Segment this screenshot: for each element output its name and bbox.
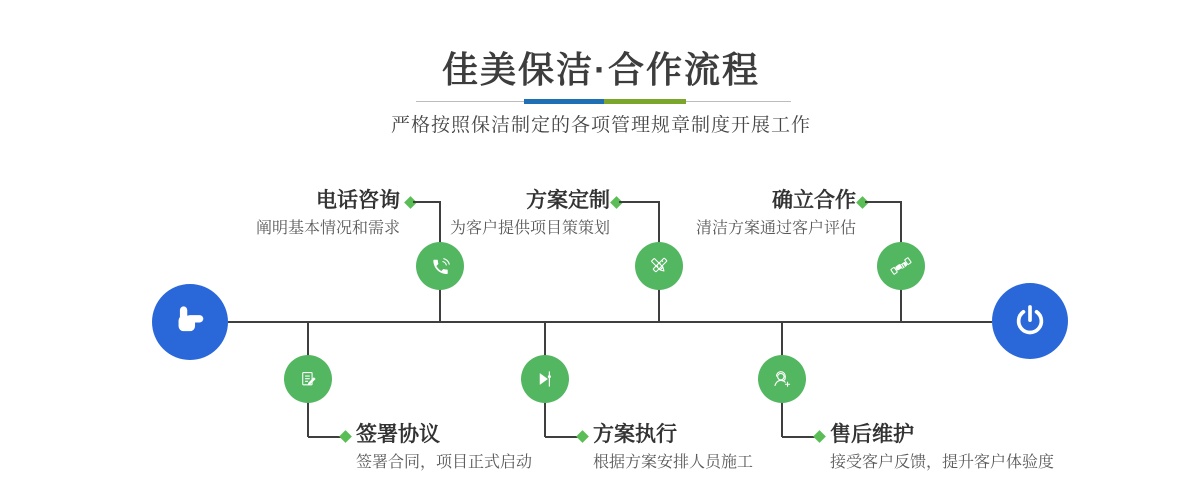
step-icon-circle <box>416 242 464 290</box>
step-item <box>602 188 856 238</box>
connector-line <box>782 436 817 438</box>
connector-line <box>308 436 343 438</box>
timeline-line <box>228 321 992 323</box>
connector-line <box>865 201 902 203</box>
step-desc: 清洁方案通过客户评估 <box>695 220 856 238</box>
diamond-marker <box>339 430 352 443</box>
step-title: 确立合作 <box>772 189 856 212</box>
step-icon-circle <box>877 242 925 290</box>
phone-icon <box>426 252 454 280</box>
pencil-ruler-icon <box>645 252 673 280</box>
step-title: 方案定制 <box>526 189 610 212</box>
play-slider-icon <box>531 365 559 393</box>
connector-line <box>545 436 580 438</box>
timeline-start-circle <box>152 284 228 360</box>
step-desc: 根据方案安排人员施工 <box>593 454 754 472</box>
step-icon-circle <box>635 242 683 290</box>
step-title: 电话咨询 <box>316 189 400 212</box>
power-icon-circle <box>992 283 1068 359</box>
step-item <box>593 422 853 472</box>
step-desc: 阐明基本情况和需求 <box>255 220 400 238</box>
step-item <box>356 188 610 238</box>
divider-green-segment <box>604 99 686 104</box>
power-icon <box>1009 300 1051 342</box>
step-desc: 接受客户反馈，提升客户体验度 <box>830 454 1055 472</box>
contract-pen-icon <box>294 365 322 393</box>
divider-blue-segment <box>524 99 604 104</box>
step-icon-circle <box>758 355 806 403</box>
headset-plus-icon <box>768 365 796 393</box>
handshake-icon <box>887 252 915 280</box>
step-title: 售后维护 <box>830 423 914 446</box>
step-icon-circle <box>284 355 332 403</box>
step-title: 方案执行 <box>593 423 677 446</box>
step-desc: 为客户提供项目策策划 <box>449 220 610 238</box>
page-subtitle: 严格按照保洁制定的各项管理规章制度开展工作 <box>390 115 811 136</box>
pointing-hand-icon <box>168 300 212 344</box>
step-item <box>356 422 616 472</box>
step-title: 签署协议 <box>356 423 440 446</box>
step-desc: 签署合同，项目正式启动 <box>356 454 533 472</box>
step-item <box>830 422 1110 472</box>
page-title: 佳美保洁·合作流程 <box>442 49 760 90</box>
step-icon-circle <box>521 355 569 403</box>
